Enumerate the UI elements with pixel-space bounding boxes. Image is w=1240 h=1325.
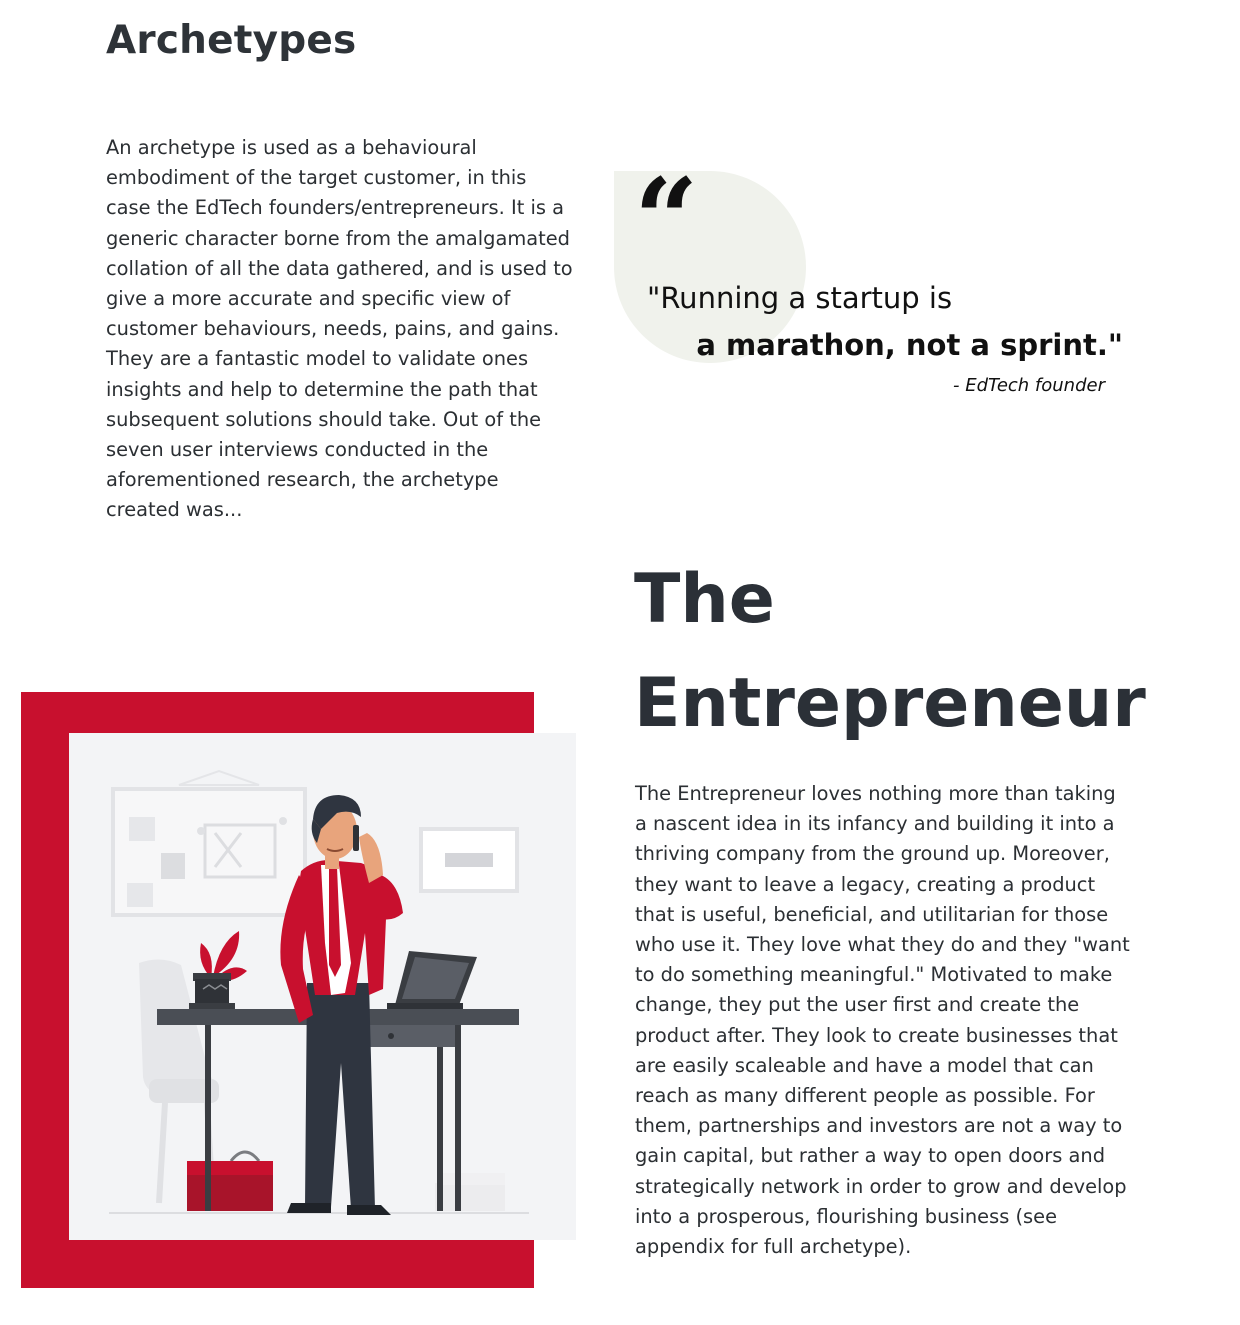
quote-line-2: a marathon, not a sprint." (696, 328, 1123, 362)
entrepreneur-illustration (69, 733, 576, 1240)
quote-mark-icon: “ (634, 155, 699, 286)
archetype-title (634, 548, 1146, 756)
businessman-illustration-icon (69, 733, 576, 1240)
section-title: Archetypes (106, 18, 357, 63)
intro-paragraph: An archetype is used as a behavioural embodiment of the target customer, in this case the EdTech founders/entrepreneurs. It is a generic character borne from the amalgamated collation of all the data gathered, and is used to give a more accurate and specific view of customer behaviours, needs, pains, and gains. They are a fantastic model to validate ones insights and help to determine the path that subsequent solutions should take. Out of the seven user interviews conducted in the aforementioned research, the archetype created was... (106, 136, 573, 522)
quote-line-1: "Running a startup is (647, 281, 953, 315)
archetype-description: The Entrepreneur loves nothing more than taking a nascent idea in its infancy and building it into a thriving company from the ground up. Moreover, they want to leave a legacy, creating a product that is useful, beneficial, and utilitarian for those who use it. They love what they do and they "want to do something meaningful." Motivated to make change, they put the user first and create the product after. They look to create businesses that are easily scaleable and have a model that can reach as many different people as possible. For them, partnerships and investors are not a way to gain capital, but rather a way to open doors and strategically network in order to grow and develop into a prosperous, flourishing business (see appendix for full archetype). (635, 782, 1130, 1259)
archetype-title-line-2: Entrepreneur (634, 664, 1146, 743)
archetype-title-line-1: The (634, 560, 775, 639)
quote-attribution: - EdTech founder (953, 375, 1105, 396)
